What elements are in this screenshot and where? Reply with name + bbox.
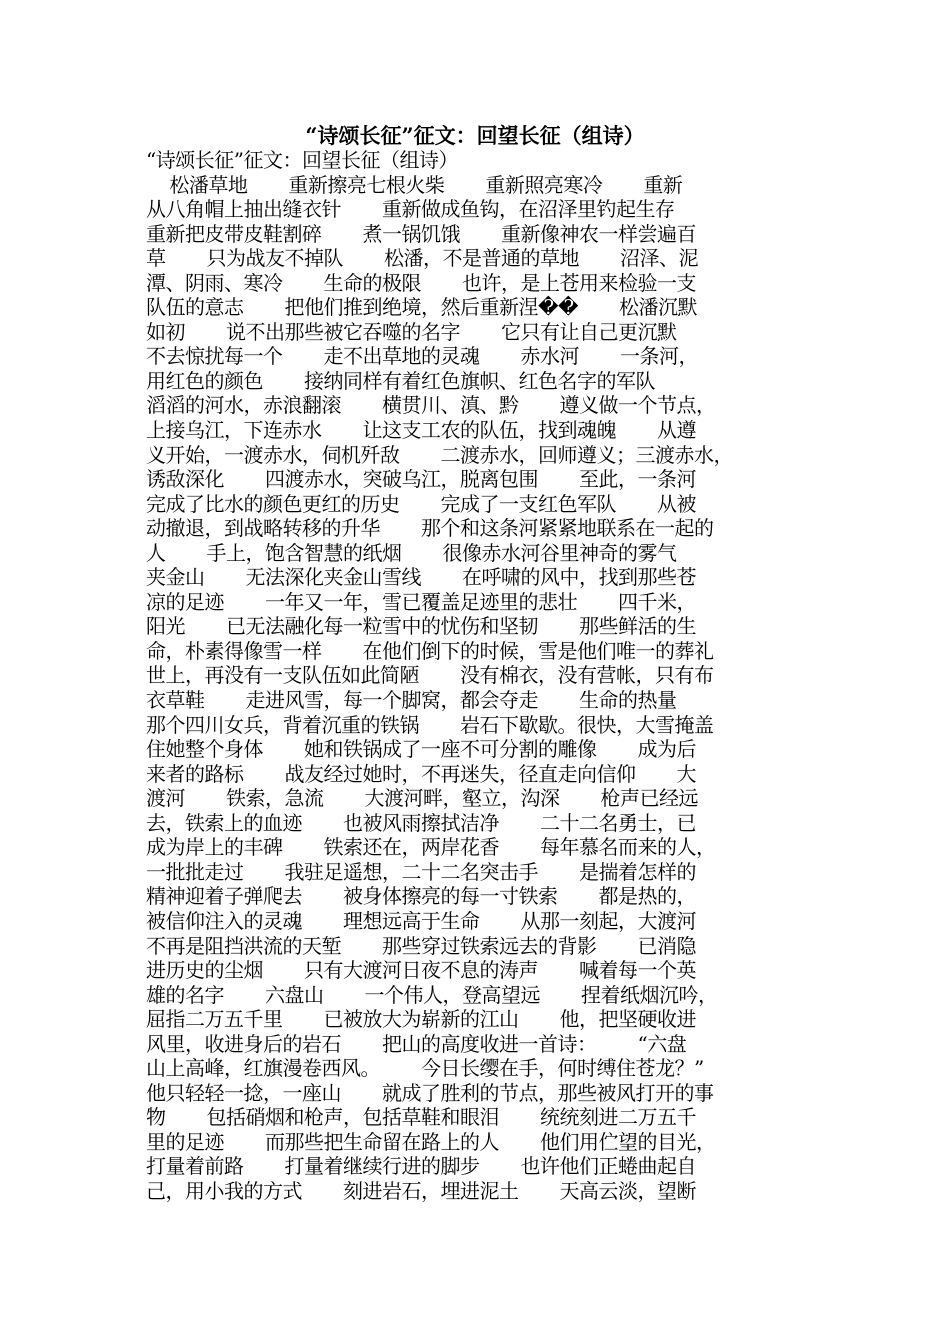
text-line: 上接乌江，下连赤水 让这支工农的队伍，找到魂魄 从遵	[146, 418, 697, 443]
text-line: 进历史的尘烟 只有大渡河日夜不息的涛声 喊着每一个英	[146, 958, 697, 983]
text-line: 被信仰注入的灵魂 理想远高于生命 从那一刻起，大渡河	[146, 908, 697, 933]
text-line: 义开始，一渡赤水，伺机歼敌 二渡赤水，回师遵义；三渡赤水，	[146, 442, 734, 467]
text-line: 他只轻轻一捻，一座山 就成了胜利的节点，那些被风打开的事	[146, 1080, 714, 1105]
text-line: 屈指二万五千里 已被放大为崭新的江山 他，把坚硬收进	[146, 1007, 697, 1032]
text-line: 如初 说不出那些被它吞噬的名字 它只有让自己更沉默	[146, 319, 677, 344]
text-line: “诗颂长征”征文：回望长征（组诗）	[146, 148, 458, 172]
text-line: 草 只为战友不掉队 松潘，不是普通的草地 沼泽、泥	[146, 246, 699, 271]
text-line: 打量着前路 打量着继续行进的脚步 也许他们正蜷曲起自	[146, 1154, 697, 1179]
text-line: 队伍的意志 把他们推到绝境，然后重新涅�� 松潘沉默	[146, 295, 698, 320]
text-line: 命，朴素得像雪一样 在他们倒下的时候，雪是他们唯一的葬礼	[146, 638, 714, 663]
text-line: 松潘草地 重新擦亮七根火柴 重新照亮寒冷 重新	[146, 172, 683, 197]
text-line: 风里，收进身后的岩石 把山的高度收进一首诗： “六盘	[146, 1031, 687, 1056]
text-line: 物 包括硝烟和枪声，包括草鞋和眼泪 统统刻进二万五千	[146, 1105, 697, 1130]
text-line: 衣草鞋 走进风雪，每一个脚窝，都会夺走 生命的热量	[146, 688, 677, 713]
text-line: 精神迎着子弹爬去 被身体擦亮的每一寸铁索 都是热的，	[146, 884, 697, 909]
text-line: 住她整个身体 她和铁锅成了一座不可分割的雕像 成为后	[146, 737, 697, 762]
text-line: 那个四川女兵，背着沉重的铁锅 岩石下歇歇。很快，大雪掩盖	[146, 712, 714, 737]
text-line: 不再是阻挡洪流的天堑 那些穿过铁索远去的背影 已消隐	[146, 933, 697, 958]
text-line: 重新把皮带皮鞋割碎 煮一锅饥饿 重新像神农一样尝遍百	[146, 221, 697, 246]
text-line: 凉的足迹 一年又一年，雪已覆盖足迹里的悲壮 四千米，	[146, 589, 697, 614]
text-line: 人 手上，饱含智慧的纸烟 很像赤水河谷里神奇的雾气	[146, 540, 677, 565]
text-line: 诱敌深化 四渡赤水，突破乌江，脱离包围 至此，一条河	[146, 467, 697, 492]
text-line: 滔滔的河水，赤浪翻滚 横贯川、滇、黔 遵义做一个节点，	[146, 393, 716, 418]
text-line: 一批批走过 我驻足遥想，二十二名突击手 是揣着怎样的	[146, 859, 697, 884]
text-line: 成为岸上的丰碑 铁索还在，两岸花香 每年慕名而来的人，	[146, 835, 716, 860]
text-line: 从八角帽上抽出缝衣针 重新做成鱼钩，在沼泽里钓起生存	[146, 197, 675, 222]
text-line: 渡河 铁索，急流 大渡河畔，壑立，沟深 枪声已经远	[146, 786, 699, 811]
text-line: 完成了比水的颜色更红的历史 完成了一支红色军队 从被	[146, 491, 697, 516]
text-line: 去，铁索上的血迹 也被风雨擦拭洁净 二十二名勇士，已	[146, 810, 697, 835]
poem-body	[146, 148, 733, 1204]
document-title: “诗颂长征”征文：回望长征（组诗）	[305, 123, 645, 148]
text-line: 来者的路标 战友经过她时，不再迷失，径直走向信仰 大	[146, 761, 697, 786]
text-line: 用红色的颜色 接纳同样有着红色旗帜、红色名字的军队	[146, 368, 656, 393]
text-line: 里的足迹 而那些把生命留在路上的人 他们用伫望的目光，	[146, 1129, 716, 1154]
text-line: 阳光 已无法融化每一粒雪中的忧伤和坚韧 那些鲜活的生	[146, 614, 697, 639]
text-line: 世上，再没有一支队伍如此简陋 没有棉衣，没有营帐，只有布	[146, 663, 714, 688]
text-line: 动撤退，到战略转移的升华 那个和这条河紧紧地联系在一起的	[146, 516, 714, 541]
text-line: 潭、阴雨、寒冷 生命的极限 也许，是上苍用来检验一支	[146, 270, 697, 295]
text-line: 夹金山 无法深化夹金山雪线 在呼啸的风中，找到那些苍	[146, 565, 697, 590]
text-line: 雄的名字 六盘山 一个伟人，登高望远 捏着纸烟沉吟，	[146, 982, 718, 1007]
text-line: 山上高峰，红旗漫卷西风。 今日长缨在手，何时缚住苍龙？”	[146, 1056, 704, 1081]
text-line: 己，用小我的方式 刻进岩石，埋进泥土 天高云淡，望断	[146, 1178, 697, 1203]
text-line: 不去惊扰每一个 走不出草地的灵魂 赤水河 一条河，	[146, 344, 699, 369]
